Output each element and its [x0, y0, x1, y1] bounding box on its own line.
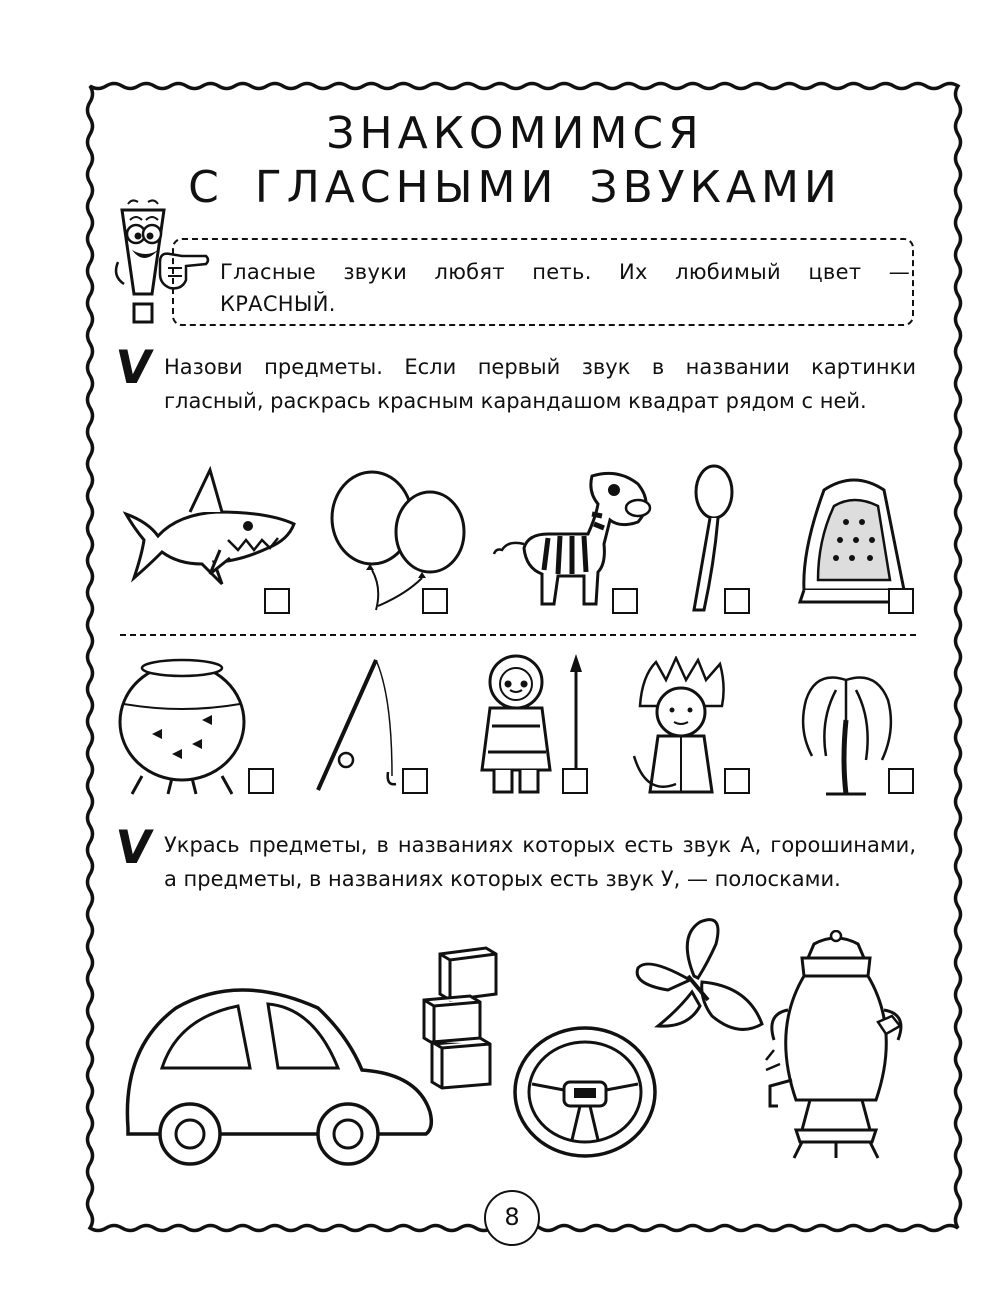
- car-picture: [118, 978, 438, 1174]
- aquarium-picture: [112, 654, 252, 798]
- page-title-line2: С ГЛАСНЫМИ ЗВУКАМИ: [188, 162, 842, 213]
- answer-checkbox[interactable]: [402, 768, 428, 794]
- cubes-picture: [420, 944, 500, 1094]
- answer-checkbox[interactable]: [264, 588, 290, 614]
- zebra-picture: [488, 464, 668, 614]
- page-title-line1: ЗНАКОМИМСЯ: [326, 108, 704, 159]
- fishing-rod-picture: [306, 656, 406, 796]
- task2-text: Укрась предметы, в названиях которых есть звук А, горошинами, а предметы, в названиях которых есть звук У, — полосками.: [164, 833, 916, 891]
- task1-text: Назови предметы. Если первый звук в названии картинки гласный, раскрась красным карандашом квадрат рядом с ней.: [164, 355, 916, 413]
- shark-picture: [118, 466, 298, 606]
- tip-text: [220, 256, 910, 320]
- native-american-picture: [626, 656, 736, 796]
- samovar-picture: [752, 930, 922, 1166]
- answer-checkbox[interactable]: [888, 588, 914, 614]
- answer-checkbox[interactable]: [562, 768, 588, 794]
- answer-checkbox[interactable]: [612, 588, 638, 614]
- task1-check-mark: V: [112, 340, 156, 394]
- balloons-picture: [326, 470, 476, 616]
- answer-checkbox[interactable]: [888, 768, 914, 794]
- answer-checkbox[interactable]: [724, 768, 750, 794]
- tip-text-line1: Гласные звуки любят петь. Их любимый цвет —: [220, 260, 910, 284]
- butterfly-picture: [628, 916, 768, 1046]
- task2-check-mark: V: [112, 820, 156, 874]
- row-divider: [120, 634, 916, 636]
- tip-text-line2: КРАСНЫЙ.: [220, 292, 336, 316]
- page-number: 8: [484, 1190, 540, 1246]
- answer-checkbox[interactable]: [422, 588, 448, 614]
- willow-tree-picture: [796, 660, 896, 798]
- answer-checkbox[interactable]: [248, 768, 274, 794]
- answer-checkbox[interactable]: [724, 588, 750, 614]
